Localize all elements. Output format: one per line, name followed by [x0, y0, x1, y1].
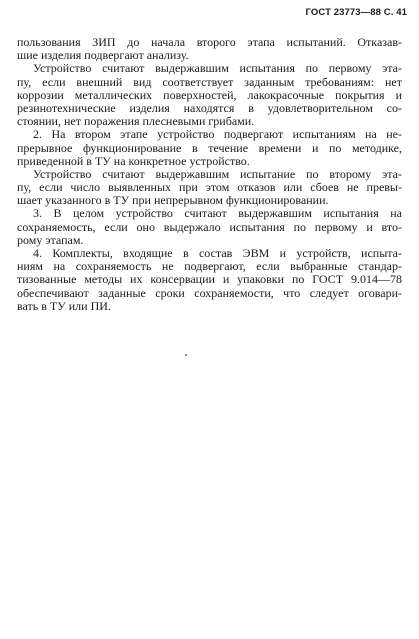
- paragraph: [17, 62, 402, 128]
- paragraph: [17, 128, 402, 168]
- text-line: сохраняемость, если оно выдержало испытания по первому и вто-: [17, 220, 402, 234]
- text-line: прерывное функционирование в течение времени и по методике,: [17, 141, 402, 155]
- page-header: ГОСТ 23773—88 С. 41: [305, 7, 407, 18]
- scan-speck: [185, 354, 187, 356]
- text-line: пу, если число выявленных при этом отказов или сбоев не превы-: [17, 181, 402, 195]
- text-line: Устройство считают выдержавшим испытания по первому эта-: [33, 62, 402, 76]
- paragraph: [17, 168, 402, 208]
- text-line: 3. В целом устройство считают выдержавшим испытания на: [33, 207, 402, 221]
- document-body: [17, 36, 402, 313]
- text-line: ниям на сохраняемость не подвергают, если выбранные стандар-: [17, 260, 402, 274]
- text-line: обеспечивают заданные сроки сохраняемости, что следует оговари-: [17, 286, 402, 300]
- paragraph: [17, 207, 402, 247]
- paragraph: [17, 36, 402, 62]
- text-line: 4. Комплекты, входящие в состав ЭВМ и устройств, испыта-: [33, 247, 402, 260]
- text-line: приведенной в ТУ на конкретное устройство.: [17, 154, 250, 168]
- text-line: стоянии, нет поражения плесневыми грибами.: [17, 115, 255, 129]
- text-line: коррозии металлических поверхностей, лакокрасочные покрытия и: [17, 88, 402, 102]
- text-line: Устройство считают выдержавшим испытание по второму эта-: [33, 167, 402, 181]
- text-line: рому этапам.: [17, 233, 84, 247]
- text-line: тизованные методы их консервации и упаковки по ГОСТ 9.014—78: [17, 273, 402, 287]
- text-line: пользования ЗИП до начала второго этапа испытаний. Отказав-: [17, 36, 402, 49]
- text-line: 2. На втором этапе устройство подвергают испытаниям на не-: [33, 128, 402, 142]
- text-line: шие изделия подвергают анализу.: [17, 49, 189, 63]
- text-line: вать в ТУ или ПИ.: [17, 299, 111, 313]
- text-line: резинотехнические изделия находятся в удовлетворительном со-: [17, 101, 402, 115]
- paragraph: [17, 247, 402, 313]
- text-line: пу, если внешний вид соответствует заданным требованиям: нет: [17, 75, 402, 89]
- text-line: шает указанного в ТУ при непрерывном функционировании.: [17, 194, 329, 208]
